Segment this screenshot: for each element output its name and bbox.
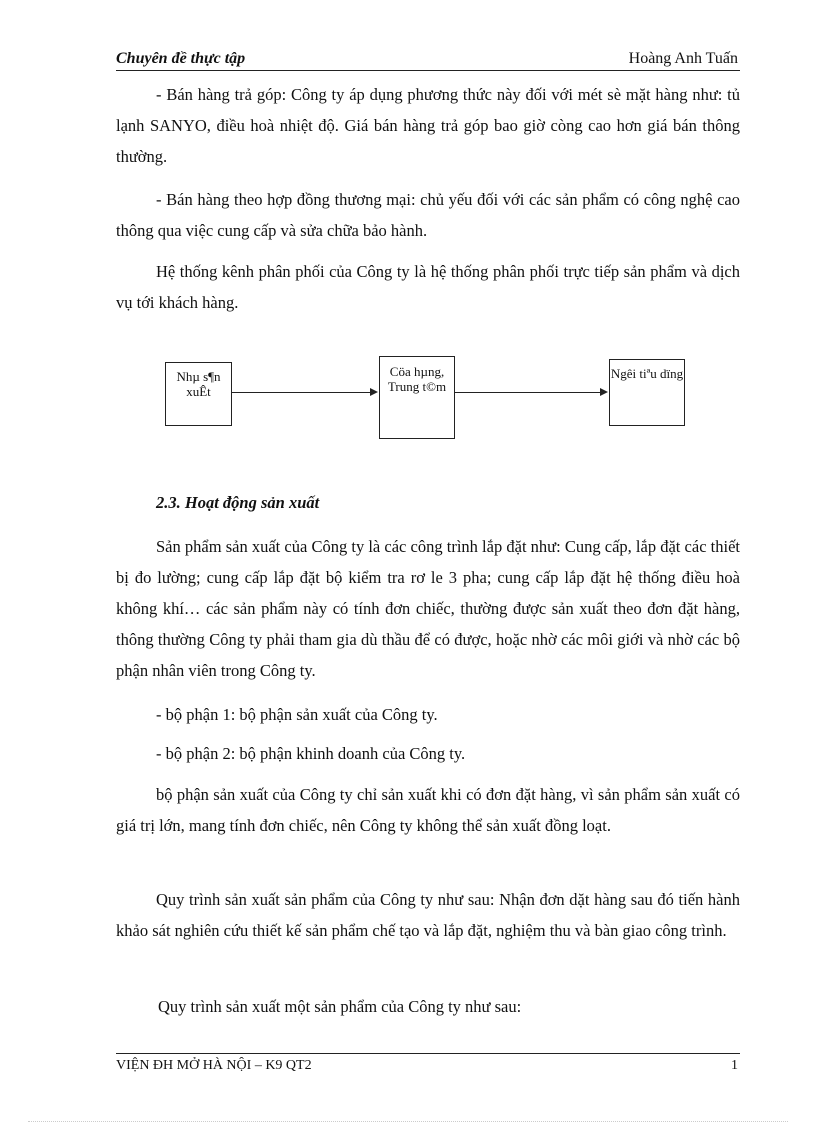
header-author: Hoàng Anh Tuấn <box>628 50 738 67</box>
paragraph-department-2: - bộ phận 2: bộ phận khinh doanh của Công ty. <box>156 744 466 763</box>
diagram-box-producer: Nhµ s¶n xuÊt <box>165 362 232 426</box>
bottom-dotted-line <box>28 1121 788 1122</box>
page-footer <box>116 1053 740 1076</box>
paragraph-products: Sản phẩm sản xuất của Công ty là các công trình lắp đặt như: Cung cấp, lắp đặt các thiết bị đo lường; cung cấp lắp đặt bộ kiểm tra rơ le 3 pha; cung cấp lắp đặt hệ thống điều hoà không khí… các sản phẩm này có tính đơn chiếc, thường được sản xuất theo đơn đặt hàng, thông thường Công ty phải tham gia dù thầu để có được, hoặc nhờ các môi giới và nhờ các bộ phận nhân viên trong Công ty. <box>116 537 740 680</box>
diagram-box-store: Cöa hµng, Trung t©m <box>379 356 455 439</box>
paragraph-production-dept: bộ phận sản xuất của Công ty chỉ sản xuất khi có đơn đặt hàng, vì sản phẩm sản xuất có giá trị lớn, mang tính đơn chiếc, nên Công ty không thể sản xuất đồng loạt. <box>116 785 740 835</box>
paragraph-installment-sales: - Bán hàng trả góp: Công ty áp dụng phương thức này đối với mét sè mặt hàng như: tủ lạnh SANYO, điều hoà nhiệt độ. Giá bán hàng trả góp bao giờ còng cao hơn giá bán thông thường. <box>116 85 740 166</box>
diagram-arrow-2 <box>455 392 601 393</box>
header-title: Chuyên đề thực tập <box>116 50 246 67</box>
diagram-arrowhead-2 <box>600 388 608 396</box>
footer-institution: VIỆN ĐH MỞ HÀ NỘI – K9 QT2 <box>116 1058 312 1073</box>
paragraph-production-process: Quy trình sản xuất sản phẩm của Công ty như sau: Nhận đơn dặt hàng sau đó tiến hành khảo sát nghiên cứu thiết kế sản phẩm chế tạo và lắp đặt, nghiệm thu và bàn giao công trình. <box>116 890 740 940</box>
page-number: 1 <box>731 1058 738 1073</box>
diagram-box-consumer: Ngêi tiªu dïng <box>609 359 685 426</box>
page-header <box>116 48 740 71</box>
paragraph-distribution-channel: Hệ thống kênh phân phối của Công ty là hệ thống phân phối trực tiếp sản phẩm và dịch vụ tới khách hàng. <box>116 262 740 312</box>
section-heading: 2.3. Hoạt động sản xuất <box>156 493 320 512</box>
diagram-arrowhead-1 <box>370 388 378 396</box>
paragraph-contract-sales: - Bán hàng theo hợp đồng thương mại: chủ yếu đối với các sản phẩm có công nghệ cao thông qua việc cung cấp và sửa chữa bảo hành. <box>116 190 740 240</box>
paragraph-department-1: - bộ phận 1: bộ phận sản xuất của Công ty. <box>156 705 438 724</box>
paragraph-process-intro: Quy trình sản xuất một sản phẩm của Công ty như sau: <box>158 997 522 1016</box>
diagram-arrow-1 <box>232 392 372 393</box>
